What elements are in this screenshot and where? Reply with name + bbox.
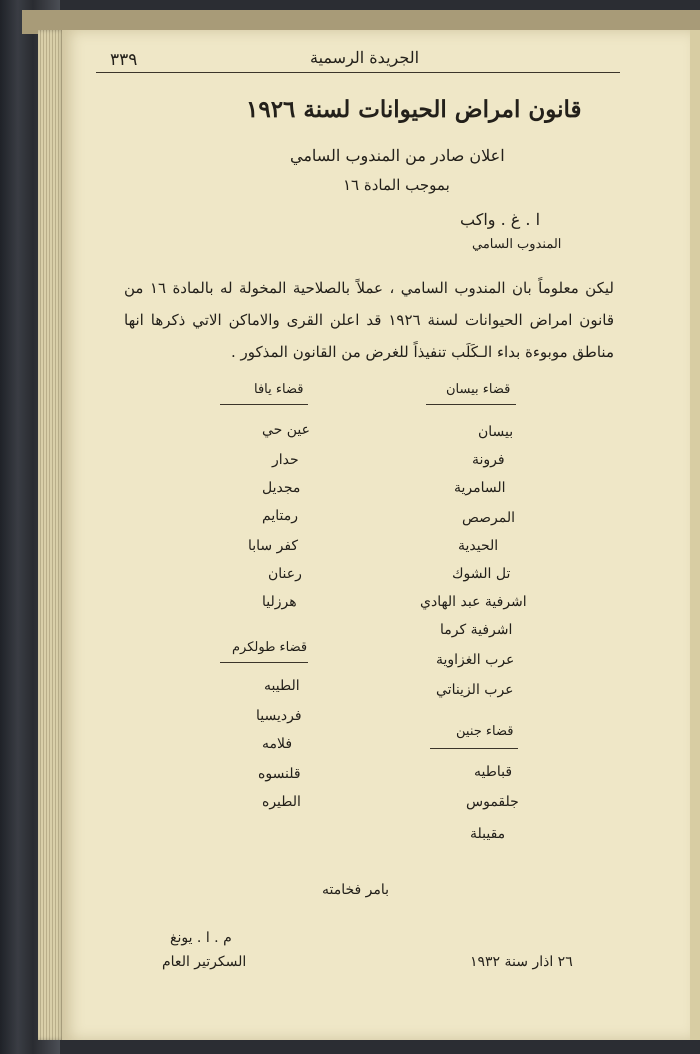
closing-line: بامر فخامته <box>322 882 390 898</box>
village-item: كفر سابا <box>248 538 299 554</box>
header-rule <box>96 72 620 73</box>
article-reference: بموجب المادة ١٦ <box>343 176 450 194</box>
secretary-name: م . ا . يونغ <box>170 930 232 946</box>
district-heading-jaffa: قضاء يافا <box>254 382 304 397</box>
proclamation-subtitle: اعلان صادر من المندوب السامي <box>290 146 505 165</box>
village-item: الطيره <box>262 794 301 810</box>
village-item: هرزليا <box>262 594 297 610</box>
village-item: حدار <box>272 452 299 468</box>
village-item: فرونة <box>472 452 505 468</box>
village-item: جلقموس <box>466 794 519 810</box>
page-right-edge <box>690 30 700 1040</box>
district-rule-baysan <box>426 404 516 405</box>
village-item: قباطيه <box>474 764 513 780</box>
district-rule-tulkarm <box>220 662 308 663</box>
village-item: قلنسوه <box>258 766 301 782</box>
village-item: اشرفية عبد الهادي <box>420 594 527 610</box>
page-number: ٣٣٩ <box>110 50 138 70</box>
district-rule-jenin <box>430 748 518 749</box>
village-item: عرب الغزاوية <box>436 652 515 668</box>
page-edges <box>38 30 64 1040</box>
village-item: رعنان <box>268 566 302 582</box>
running-title: الجريدة الرسمية <box>310 48 420 67</box>
village-item: بيسان <box>478 424 514 440</box>
district-rule-jaffa <box>220 404 308 405</box>
law-title: قانون امراض الحيوانات لسنة ١٩٢٦ <box>246 96 582 123</box>
village-item: عين حي <box>262 422 311 438</box>
village-item: فلامه <box>262 736 293 752</box>
village-item: مقيبلة <box>470 826 506 842</box>
village-item: الحيدية <box>458 538 499 554</box>
district-heading-baysan: قضاء بيسان <box>446 382 511 397</box>
village-item: تل الشوك <box>452 566 511 582</box>
village-item: مجديل <box>262 480 301 496</box>
body-paragraph: ليكن معلوماً بان المندوب السامي ، عملاً بالصلاحية المخولة له بالمادة ١٦ من قانون امراض الحيوانات لسنة ١٩٢٦ قد اعلن القرى والاماكن الاتي ذكرها انها مناطق موبوءة بداء الـكَلَب تنفيذاً للغرض من القانون المذكور . <box>124 279 614 361</box>
village-item: اشرفية كرما <box>440 622 513 638</box>
village-item: السامرية <box>454 480 506 496</box>
village-item: فرديسيا <box>256 708 302 724</box>
village-item: المرصص <box>462 510 516 526</box>
proclamation-date: ٢٦ اذار سنة ١٩٣٢ <box>470 954 573 970</box>
village-item: رمتايم <box>262 508 298 524</box>
village-item: عرب الزيناتي <box>436 682 514 698</box>
district-heading-jenin: قضاء جنين <box>456 724 514 739</box>
village-item: الطيبه <box>264 678 300 694</box>
signatory-role: المندوب السامي <box>472 237 562 252</box>
signatory-initials: ا . غ . واكب <box>460 210 541 229</box>
district-heading-tulkarm: قضاء طولكرم <box>232 640 308 655</box>
secretary-title: السكرتير العام <box>162 954 247 970</box>
